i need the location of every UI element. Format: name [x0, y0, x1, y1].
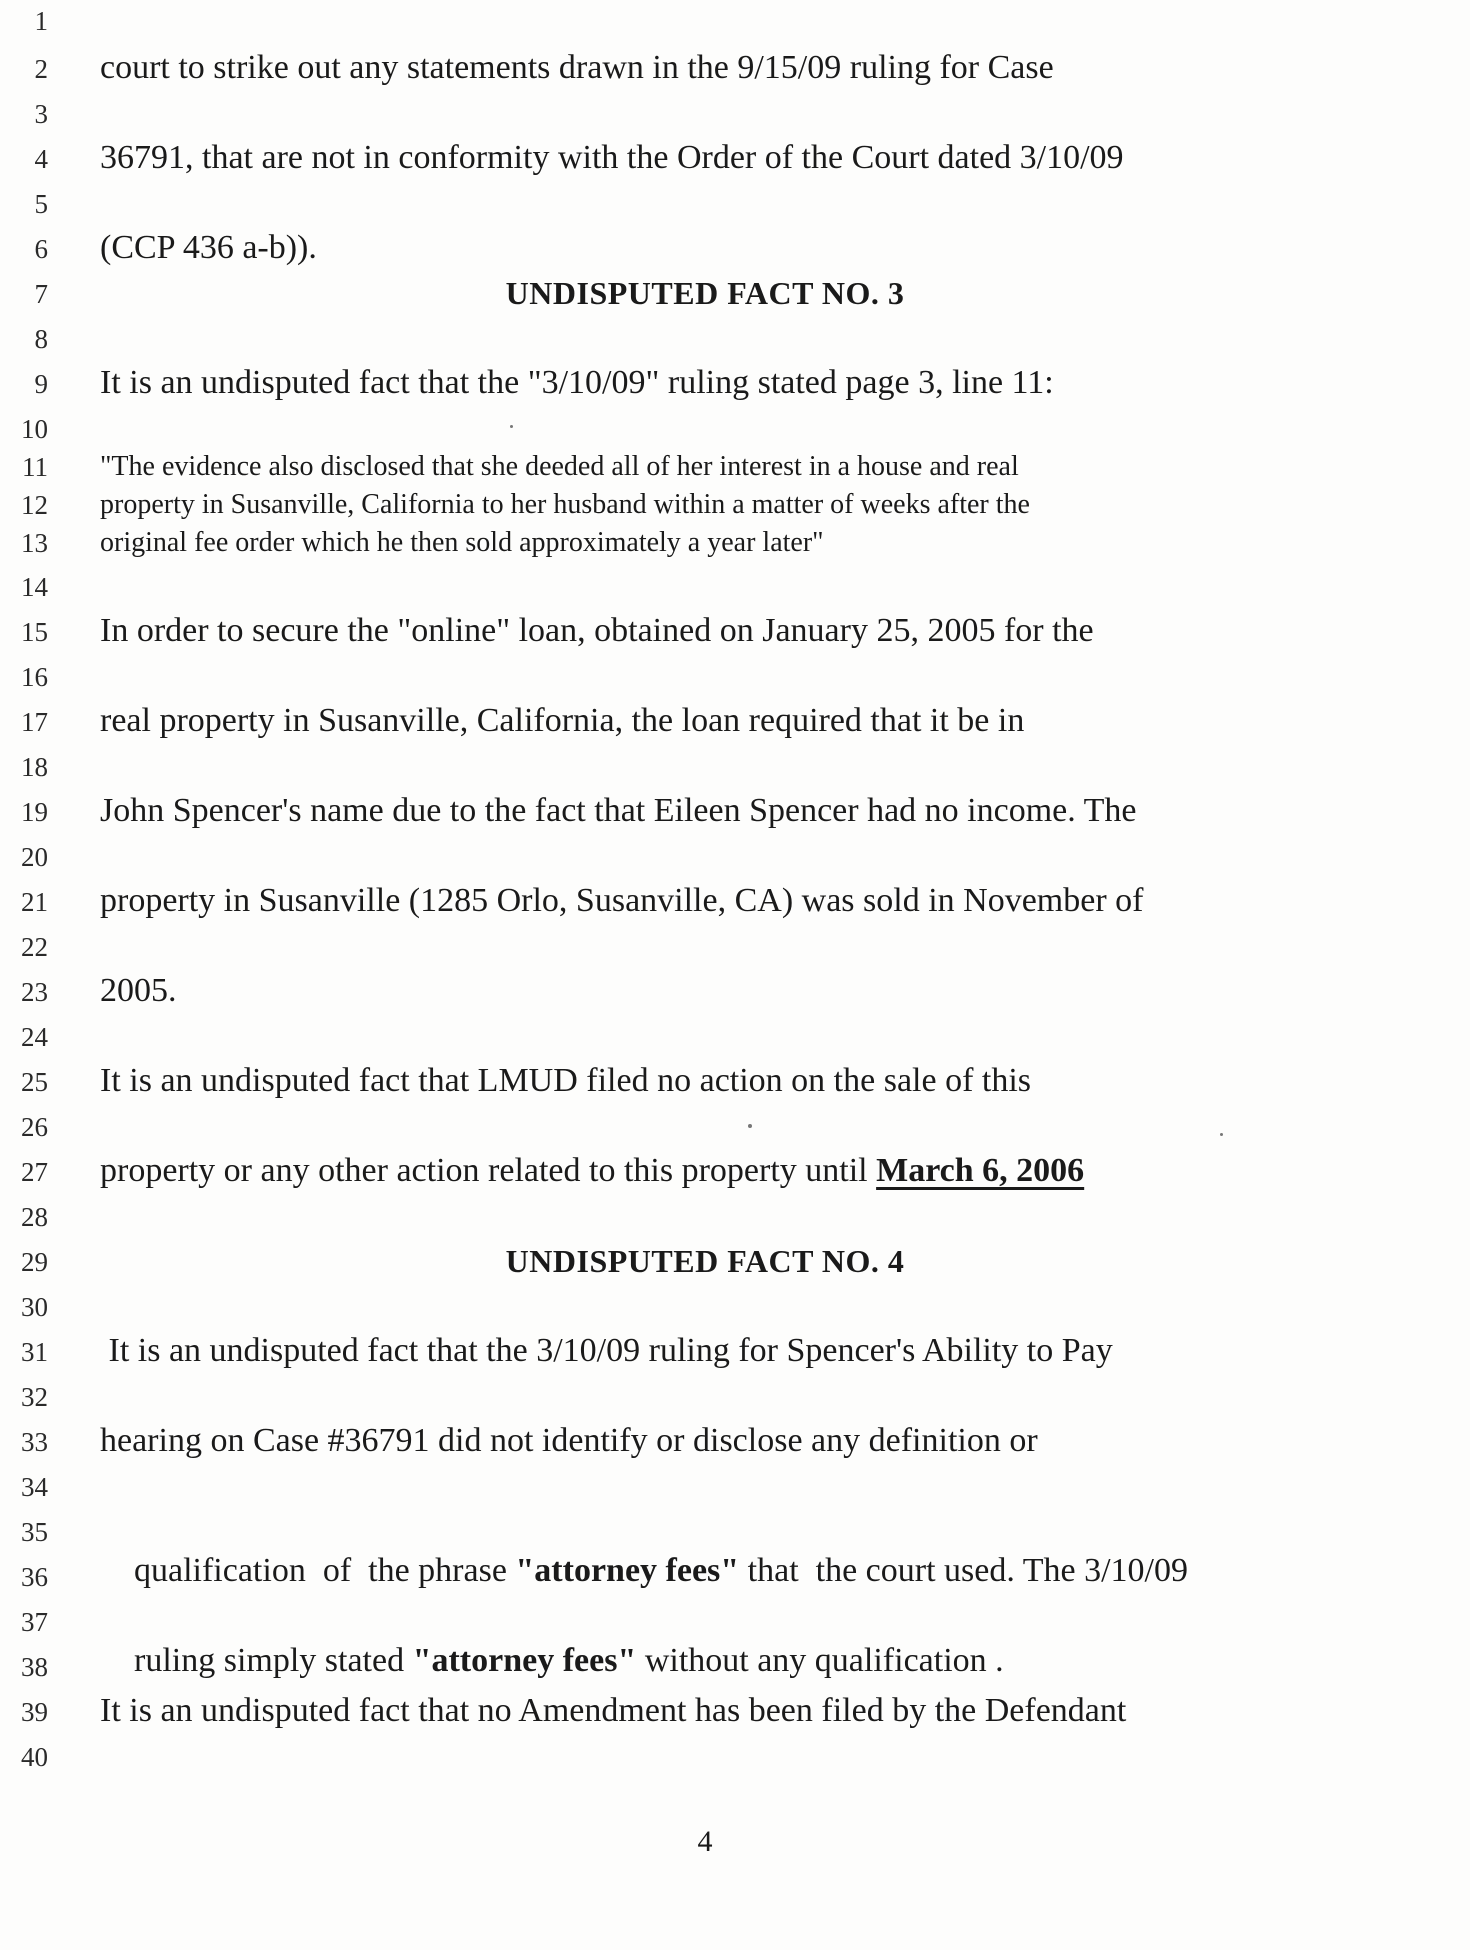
section-heading-fact-4: UNDISPUTED FACT NO. 4 [505, 1243, 905, 1279]
body-text-line: 2005. [100, 972, 177, 1009]
body-text-line: property in Susanville (1285 Orlo, Susanville, CA) was sold in November of [100, 882, 1144, 919]
line-number: 38 [21, 1652, 48, 1682]
body-text-line [100, 1151, 1084, 1191]
line-number: 11 [22, 452, 48, 482]
body-text-line: court to strike out any statements drawn in the 9/15/09 ruling for Case [100, 49, 1054, 86]
line-number: 37 [21, 1607, 48, 1637]
bold-term: "attorney fees" [412, 1642, 637, 1679]
line-number: 9 [34, 369, 48, 399]
scan-speck [1220, 1133, 1223, 1136]
block-quote-line: "The evidence also disclosed that she deeded all of her interest in a house and real [100, 451, 1019, 482]
body-text-line: hearing on Case #36791 did not identify or disclose any definition or [100, 1422, 1038, 1459]
line-number: 36 [21, 1562, 48, 1592]
scan-speck [748, 1124, 752, 1128]
line-number: 39 [21, 1697, 48, 1727]
bold-term: "attorney fees" [515, 1552, 740, 1589]
body-text: property or any other action related to this property until [100, 1152, 877, 1189]
line-number: 22 [21, 932, 48, 962]
line-number: 21 [21, 887, 48, 917]
page-number: 4 [697, 1825, 713, 1858]
line-number: 28 [21, 1202, 48, 1232]
line-number: 40 [21, 1742, 48, 1772]
line-number: 34 [21, 1472, 48, 1502]
line-number: 23 [21, 977, 48, 1007]
line-number: 2 [34, 54, 48, 84]
body-text: that the court used. The 3/10/09 [739, 1552, 1188, 1589]
line-number: 18 [21, 752, 48, 782]
line-number: 15 [21, 617, 48, 647]
line-number: 26 [21, 1112, 48, 1142]
scan-speck [510, 425, 513, 428]
line-number: 13 [21, 528, 48, 558]
body-text: ruling simply stated [134, 1642, 413, 1679]
body-text-line: In order to secure the "online" loan, obtained on January 25, 2005 for the [100, 612, 1094, 649]
body-text-line: It is an undisputed fact that LMUD filed no action on the sale of this [100, 1062, 1032, 1099]
line-number: 27 [21, 1157, 48, 1187]
line-number: 7 [34, 279, 48, 309]
line-number: 33 [21, 1427, 48, 1457]
body-text-line: It is an undisputed fact that no Amendment has been filed by the Defendant [100, 1692, 1127, 1729]
line-number: 5 [34, 189, 48, 219]
line-number: 20 [21, 842, 48, 872]
section-heading-fact-3: UNDISPUTED FACT NO. 3 [505, 275, 905, 311]
line-number: 14 [21, 572, 48, 602]
line-number: 24 [21, 1022, 48, 1052]
body-text-line: It is an undisputed fact that the "3/10/09" ruling stated page 3, line 11: [100, 364, 1054, 401]
line-number: 1 [34, 6, 48, 36]
line-number: 4 [34, 144, 48, 174]
line-number: 30 [21, 1292, 48, 1322]
line-number: 6 [34, 234, 48, 264]
line-number: 25 [21, 1067, 48, 1097]
line-number: 32 [21, 1382, 48, 1412]
underlined-date: March 6, 2006 [876, 1152, 1085, 1189]
block-quote-line: original fee order which he then sold approximately a year later" [100, 527, 824, 558]
line-number: 29 [21, 1247, 48, 1277]
line-number: 3 [34, 99, 48, 129]
body-text-line: (CCP 436 a-b)). [100, 229, 317, 266]
line-number: 16 [21, 662, 48, 692]
line-number: 31 [21, 1337, 48, 1367]
body-text-line: 36791, that are not in conformity with the Order of the Court dated 3/10/09 [100, 139, 1124, 176]
body-text-line: real property in Susanville, California, the loan required that it be in [100, 702, 1025, 739]
line-number: 12 [21, 490, 48, 520]
body-text: without any qualification . [636, 1642, 1004, 1679]
line-number: 35 [21, 1517, 48, 1547]
block-quote-line: property in Susanville, California to her husband within a matter of weeks after the [100, 489, 1030, 520]
body-text-line: It is an undisputed fact that the 3/10/09 ruling for Spencer's Ability to Pay [100, 1332, 1113, 1369]
line-number: 17 [21, 707, 48, 737]
line-number: 8 [34, 324, 48, 354]
body-text: qualification of the phrase [134, 1552, 516, 1589]
body-text-line: John Spencer's name due to the fact that Eileen Spencer had no income. The [100, 792, 1137, 829]
line-number: 10 [21, 414, 48, 444]
line-number: 19 [21, 797, 48, 827]
